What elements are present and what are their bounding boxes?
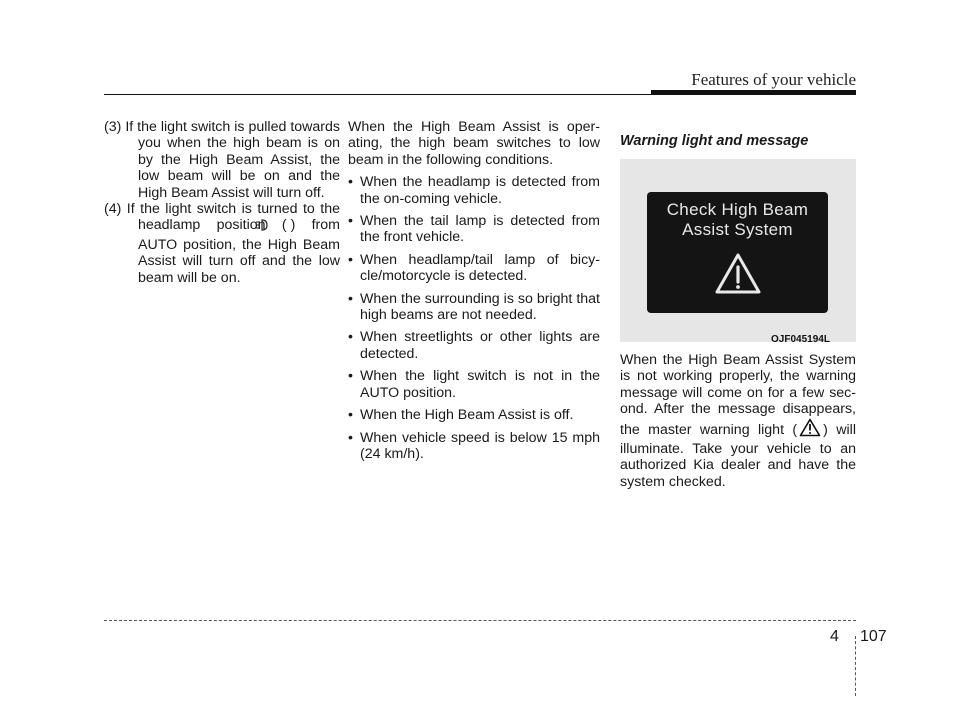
bullet-dot: • (348, 429, 353, 446)
list-item: • When the headlamp is detected from the on-coming vehicle. (348, 174, 600, 207)
section-heading: Warning light and message (620, 133, 809, 149)
chapter-number: 4 (830, 628, 839, 645)
list-item: • When the surrounding is so bright that high beams are not needed. (348, 290, 600, 324)
footer-rule (104, 620, 856, 621)
warning-triangle-icon (714, 252, 762, 296)
right-heading (620, 119, 856, 149)
bullet-dot: • (348, 368, 353, 385)
middle-intro: When the High Beam Assist is oper-ating, the high beam switches to low beam in the following conditions. (348, 119, 600, 168)
warning-paragraph: When the High Beam Assist System is not working properly, the warning message will come on for a few sec-ond. After the message disappears, the master warning light ( ) will illuminate. Take your vehicle to an authorized Kia dealer and have the system checked. (620, 352, 856, 490)
left-column (104, 119, 340, 286)
page-number: 107 (860, 628, 887, 645)
middle-column (348, 119, 600, 468)
bullet-dot: • (348, 213, 353, 230)
warning-figure (620, 159, 856, 342)
display-line-2: Assist System (682, 220, 793, 239)
item-text-before-icon: If the light switch is turned to the headlamp position ( (126, 201, 340, 234)
condition-list (348, 174, 600, 462)
list-item-3 (104, 119, 340, 201)
bullet-dot: • (348, 174, 353, 191)
list-item: • When the tail lamp is detected from the front vehicle. (348, 213, 600, 246)
master-warning-icon (799, 418, 821, 441)
figure-code: OJF045194L (771, 334, 830, 345)
bullet-dot: • (348, 329, 353, 346)
item-label: (3) (104, 119, 122, 135)
bullet-dot: • (348, 251, 353, 268)
list-item: • When headlamp/tail lamp of bicy-cle/motorcycle is detected. (348, 251, 600, 285)
display-line-1: Check High Beam (666, 200, 809, 219)
header-rule-accent (651, 90, 856, 95)
list-item: • When the light switch is not in the AUTO position. (348, 368, 600, 401)
list-item-4 (104, 201, 340, 286)
list-item: • When streetlights or other lights are detected. (348, 329, 600, 362)
bullet-dot: • (348, 290, 353, 307)
bullet-dot: • (348, 407, 353, 424)
item-text: If the light switch is pulled towards you when the high beam is on by the High Beam Assist, the low beam will be on and the High Beam Assist will turn off. (125, 119, 340, 201)
item-text-after-icon: ) from AUTO position, the High Beam Assist will turn off and the low beam will be on. (138, 217, 340, 286)
header-title: Features of your vehicle (691, 70, 856, 89)
cluster-display (647, 192, 828, 313)
right-paragraph (620, 352, 856, 490)
item-label: (4) (104, 201, 122, 218)
footer-separator (855, 636, 856, 696)
list-item: • When vehicle speed is below 15 mph (24 km/h). (348, 429, 600, 462)
list-item: • When the High Beam Assist is off. (348, 407, 574, 424)
